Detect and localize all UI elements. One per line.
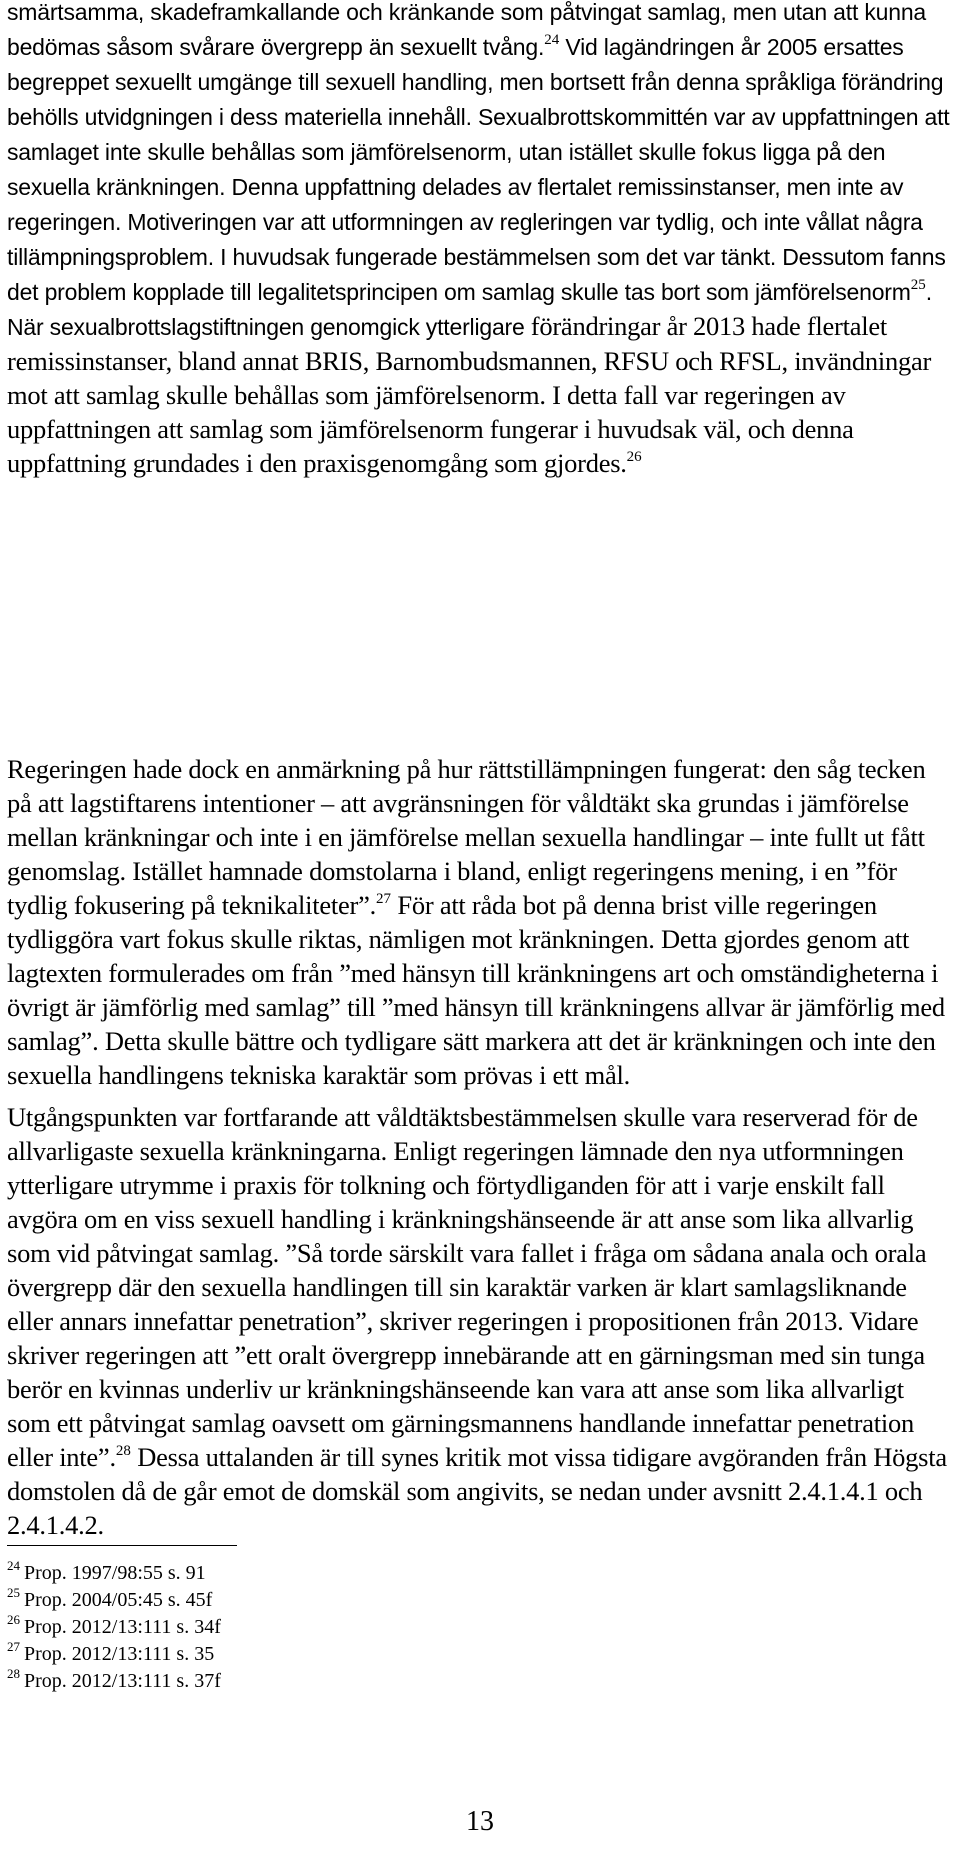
footnote [7, 1641, 221, 1668]
footnote-number: 26 [7, 1612, 20, 1627]
footnote-number: 28 [7, 1666, 20, 1681]
footnote [7, 1668, 221, 1695]
footnote-reference: 27 [376, 891, 391, 907]
footnote-text: Prop. 1997/98:55 s. 91 [24, 1562, 206, 1584]
footnote-number: 25 [7, 1585, 20, 1600]
paragraph-text: Dessa uttalanden är till synes kritik mot vissa tidigare avgöranden från Högsta domstolen då de går emot de domskäl som angivits, se nedan under avsnitt 2.4.1.4.1 och 2.4.1.4.2. [7, 1442, 947, 1540]
footnote-reference: 24 [544, 32, 560, 48]
footnote-separator [7, 1545, 237, 1546]
body-paragraph [7, 1100, 953, 1542]
footnote-reference: 28 [115, 1443, 131, 1459]
body-paragraph [7, 0, 953, 480]
paragraph-text: Utgångspunkten var fortfarande att våldtäktsbestämmelsen skulle vara reserverad för de allvarligaste sexuella kränkningarna. Enligt regeringen lämnade den nya utformningen ytterligare utrymme i praxis för tolkning och förtydliganden för att i varje enskilt fall avgöra om en viss sexuell handling i kränkningshänseende är att anse som lika allvarlig som vid påtvingat samlag. ”Så torde särskilt vara fallet i fråga om sådana anala och orala övergrepp där den sexuella handlingen till sin karaktär varken är klart samlagsliknande eller annars innefattar penetration”, skriver regeringen i propositionen från 2013. Vidare skriver regeringen att ”ett oralt övergrepp innebärande att en gärningsman med sin tunga berör en kvinnas underliv ur kränkningshänseende kan vara att anse som lika allvarligt som ett påtvingat samlag oavsett om gärningsmannens handlande innefattar penetration eller inte”. [7, 1102, 927, 1472]
paragraph-text: . När sexualbrottslagstiftningen genomgick ytterligare [7, 279, 932, 340]
footnote [7, 1587, 221, 1614]
paragraph-text: För att råda bot på denna brist ville regeringen tydliggöra vart fokus skulle riktas, nämligen mot kränkningen. Detta gjordes genom att lagtexten formulerades om från ”med hänsyn till kränkningens art och omständigheterna i övrigt är jämförlig med samlag” till ”med hänsyn till kränkningens allvar är jämförlig med samlag”. Detta skulle bättre och tydligare sätt markera att det är kränkningen och inte den sexuella handlingens tekniska karaktär som prövas i ett mål. [7, 890, 945, 1090]
footnote-reference: 25 [910, 277, 926, 293]
footnote-text: Prop. 2004/05:45 s. 45f [24, 1589, 213, 1611]
footnote-number: 24 [7, 1558, 20, 1573]
paragraph-text: förändringar år 2013 hade flertalet remissinstanser, bland annat BRIS, Barnombudsmannen, RFSU och RFSL, invändningar mot att samlag skulle behållas som jämförelsenorm. I detta fall var regeringen av uppfattningen att samlag som jämförelsenorm fungerar i huvudsak väl, och denna uppfattning grundades i den praxisgenomgång som gjordes. [7, 311, 932, 478]
paragraph-text: Regeringen hade dock en anmärkning på hur rättstillämpningen fungerat: den såg tecken på att lagstiftarens intentioner – att avgränsningen för våldtäkt ska grundas i jämförelse mellan kränkningar och inte i en jämförelse mellan sexuella handlingar – inte fullt ut fått genomslag. Istället hamnade domstolarna i bland, enligt regeringens mening, i en ”för tydlig fokusering på teknikaliteter”. [7, 754, 926, 920]
footnote [7, 1560, 221, 1587]
paragraph-text: Vid lagändringen år 2005 ersattes begreppet sexuellt umgänge till sexuell handling, men bortsett från denna språkliga förändring behölls utvidgningen i dess materiella innehåll. Sexualbrottskommittén var av uppfattningen att samlaget inte skulle behållas som jämförelsenorm, utan istället skulle fokus ligga på den sexuella kränkningen. Denna uppfattning delades av flertalet remissinstanser, men inte av regeringen. Motiveringen var att utformningen av regleringen var tydlig, och inte vållat några tillämpningsproblem. I huvudsak fungerade bestämmelsen som det var tänkt. Dessutom fanns det problem kopplade till legalitetsprincipen om samlag skulle tas bort som jämförelsenorm [7, 34, 950, 305]
body-paragraph [7, 752, 953, 1092]
footnote-list [7, 1560, 221, 1695]
paragraph-text: smärtsamma, skadeframkallande och kränkande som påtvingat samlag, men utan att kunna bedömas såsom svårare övergrepp än sexuellt tvång. [7, 0, 927, 60]
page-number: 13 [466, 1806, 494, 1837]
footnote-reference: 26 [626, 449, 642, 465]
footnote-text: Prop. 2012/13:111 s. 37f [24, 1670, 221, 1692]
footnote-text: Prop. 2012/13:111 s. 35 [24, 1643, 215, 1665]
footnote-number: 27 [7, 1639, 20, 1654]
footnote [7, 1614, 221, 1641]
footnote-text: Prop. 2012/13:111 s. 34f [24, 1616, 221, 1638]
